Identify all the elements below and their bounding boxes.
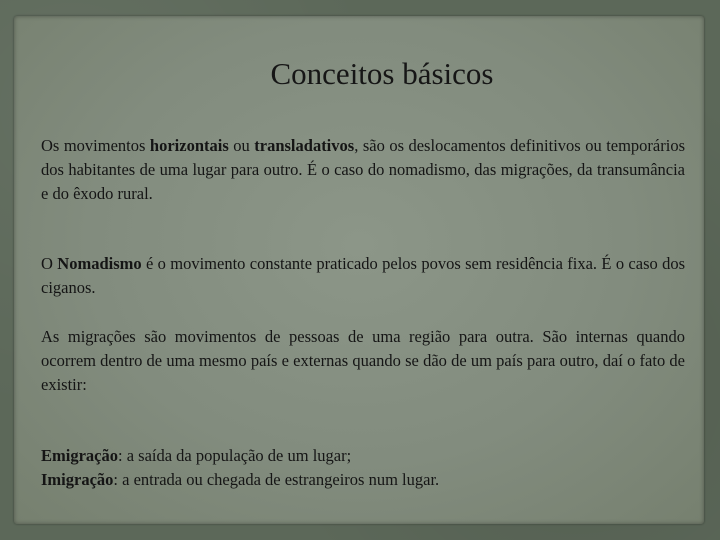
p1-text-2: ou xyxy=(228,136,255,155)
immigration-definition: : a entrada ou chegada de estrangeiros num lugar. xyxy=(113,470,440,489)
term-transladativos: transladativos xyxy=(254,136,355,155)
term-imigracao: Imigração xyxy=(41,470,114,489)
paragraph-nomadism xyxy=(41,252,685,300)
slide xyxy=(14,16,704,524)
slide-title: Conceitos básicos xyxy=(270,56,494,91)
p2-text-2: é o movimento constante praticado pelos povos sem residência fixa. É o caso dos ciganos. xyxy=(41,254,686,297)
p1-text-3: , são os deslocamentos definitivos ou temporários dos habitantes de uma lugar para outro. É o caso do nomadismo, das migrações, da transumância e do êxodo rural. xyxy=(41,136,686,203)
paragraph-definitions xyxy=(41,444,685,492)
term-horizontais: horizontais xyxy=(149,136,229,155)
paragraph-migrations: As migrações são movimentos de pessoas de uma região para outra. São internas quando ocorrem dentro de uma mesmo país e externas quando se dão de um país para outro, daí o fato de existir: xyxy=(41,327,685,394)
term-nomadismo: Nomadismo xyxy=(57,254,142,273)
paragraph-horizontal-movements xyxy=(41,134,685,206)
term-emigracao: Emigração xyxy=(41,446,118,465)
definition-immigration xyxy=(41,468,685,492)
definition-emigration xyxy=(41,444,685,468)
emigration-definition: : a saída da população de um lugar; xyxy=(117,446,352,465)
p2-text-1: O xyxy=(41,254,58,273)
p1-text-1: Os movimentos xyxy=(41,136,150,155)
